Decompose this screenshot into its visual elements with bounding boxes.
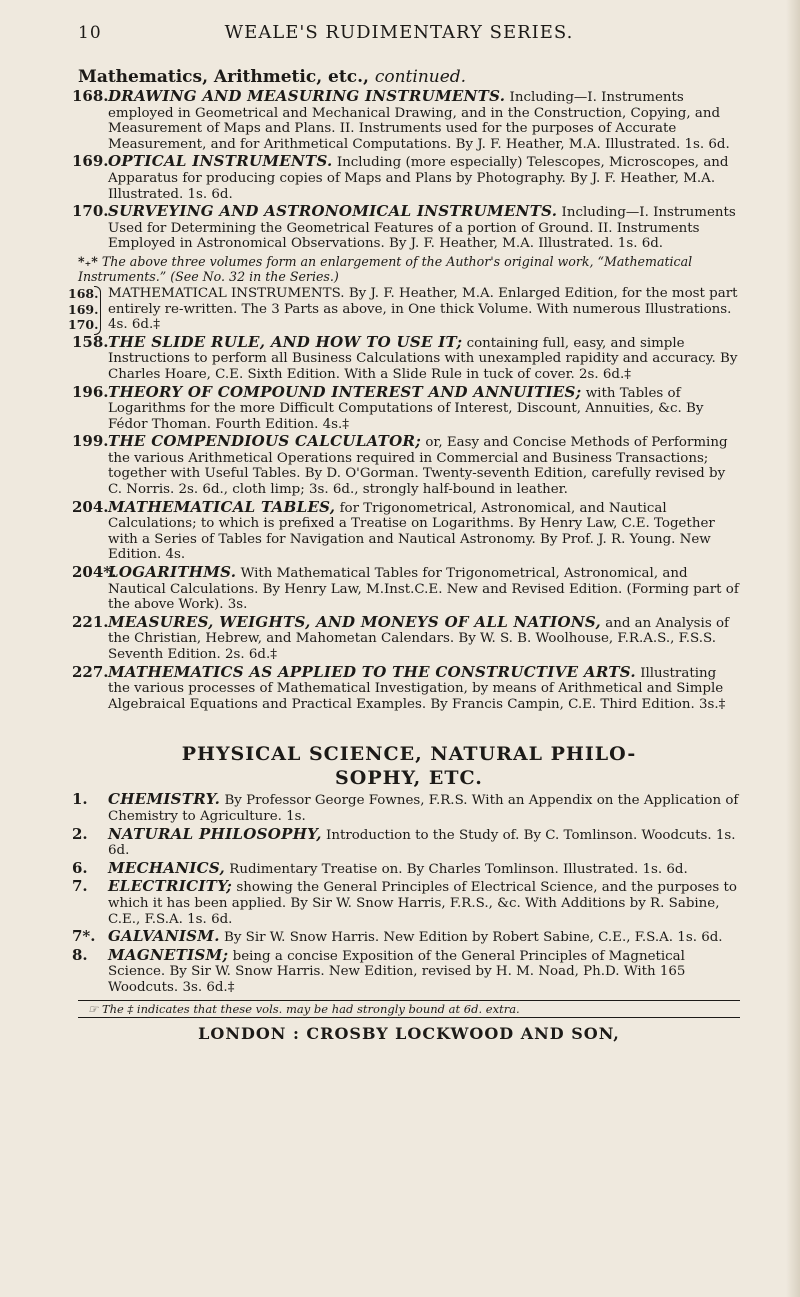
section-heading-physical-science — [78, 742, 740, 790]
brace-symbol — [94, 286, 101, 335]
catalogue-entry — [72, 563, 740, 613]
catalogue-entry — [72, 497, 740, 563]
catalogue-entry — [72, 824, 740, 859]
entry-body: containing full, easy, and simple Instructions to perform all Business Calculations with unexampled rapidity and accuracy. By Charles Hoare, C.E. Sixth Edition. With a Slide Rule in tuck of cover. 2s. 6d.‡ — [108, 335, 738, 382]
section-title-line2: SOPHY, ETC. — [335, 767, 483, 790]
note-marker: *₊* — [78, 253, 98, 269]
entry-body: By J. F. Heather, M.A. Enlarged Edition, for the most part entirely re-written. The 3 Parts as above, in One thick Volume. With numerous Illustrations. 4s. 6d.‡ — [108, 285, 738, 333]
entry-title: OPTICAL INSTRUMENTS. — [108, 152, 333, 171]
entry-title: SURVEYING AND ASTRONOMICAL INSTRUMENTS. — [108, 202, 558, 221]
entry-list-mathematics-b — [72, 332, 740, 713]
catalogue-entry — [72, 662, 740, 713]
catalogue-entry — [72, 945, 740, 996]
entry-number: 221. — [72, 612, 109, 631]
entry-body: or, Easy and Concise Methods of Performing the various Arithmetical Operations required in Commercial and Business Transactions; together with Useful Tables. By D. O'Gorman. Twenty-seventh Edition, carefully revised by C. Norris. 2s. 6d., cloth limp; 3s. 6d., strongly half-bound in leather. — [108, 435, 728, 498]
catalogue-entry — [72, 152, 740, 202]
bracket-number: 169. — [68, 301, 99, 317]
entry-number: 2. — [72, 824, 88, 843]
entry-list-physical-science — [72, 790, 740, 995]
entry-title: ELECTRICITY; — [108, 877, 233, 896]
footnote: ☞ The ‡ indicates that these vols. may be had strongly bound at 6d. extra. — [78, 1000, 740, 1018]
publisher-imprint: LONDON : CROSBY LOCKWOOD AND SON, — [198, 1023, 620, 1043]
entry-number: 170. — [72, 202, 109, 221]
entry-number: 169. — [72, 152, 109, 171]
entry-number: 158. — [72, 332, 109, 351]
section-continued: continued. — [374, 67, 467, 87]
entry-body: Including (more especially) Telescopes, Microscopes, and Apparatus for producing copies of Maps and Plans by Photography. By J. F. Heather, M.A. Illustrated. 1s. 6d. — [108, 155, 729, 202]
entry-title: NATURAL PHILOSOPHY, — [108, 824, 322, 843]
entry-body: showing the General Principles of Electrical Science, and the purposes to which it has been applied. By Sir W. Snow Harris, F.R.S., &c. With Additions by R. Sabine, C.E., F.S.A. 1s. 6d. — [108, 880, 737, 927]
catalogue-entry — [72, 87, 740, 152]
entry-number: 6. — [72, 858, 88, 877]
entry-title: THE SLIDE RULE, AND HOW TO USE IT; — [108, 332, 463, 351]
entry-title: MATHEMATICAL TABLES, — [108, 497, 336, 516]
catalogue-entry — [72, 432, 740, 498]
entry-body: Introduction to the Study of. By C. Tomlinson. Woodcuts. 1s. 6d. — [108, 827, 736, 859]
entry-body: Rudimentary Treatise on. By Charles Tomlinson. Illustrated. 1s. 6d. — [229, 861, 688, 877]
entry-number: 8. — [72, 945, 88, 964]
catalogue-entry — [72, 927, 740, 946]
entry-body: with Tables of Logarithms for the more Difficult Computations of Interest, Discount, Annuities, &c. By Fédor Thoman. Fourth Edition. 4s.‡ — [108, 385, 704, 432]
note-enlargement — [78, 254, 740, 284]
catalogue-entry — [72, 382, 740, 433]
section-title: Mathematics, Arithmetic, etc., — [78, 67, 369, 87]
entry-body: for Trigonometrical, Astronomical, and Nautical Calculations; to which is prefixed a Treatise on Logarithms. By Henry Law, C.E. Together with a Series of Tables for Navigation and Nautical Astronomy. By Prof. J. R. Young. New Edition. 4s. — [108, 500, 715, 563]
entry-title: MAGNETISM; — [108, 945, 229, 964]
series-title: WEALE'S RUDIMENTARY SERIES. — [224, 22, 574, 43]
entry-list-mathematics-a — [72, 87, 740, 252]
entry-title: MATHEMATICAL INSTRUMENTS. — [108, 285, 345, 301]
bracket-number: 168. — [68, 285, 99, 301]
entry-title: CHEMISTRY. — [108, 790, 221, 809]
entry-number: 7. — [72, 877, 88, 896]
entry-number: 1. — [72, 790, 88, 809]
entry-title: MATHEMATICS AS APPLIED TO THE CONSTRUCTIVE ARTS. — [108, 662, 636, 681]
page-edge-shadow — [786, 0, 800, 1297]
entry-number: 196. — [72, 382, 109, 401]
entry-body: being a concise Exposition of the General Principles of Magnetical Science. By Sir W. Snow Harris. New Edition, revised by H. M. Noad, Ph.D. With 165 Woodcuts. 3s. 6d.‡ — [108, 948, 686, 995]
section-title-line1: PHYSICAL SCIENCE, NATURAL PHILO- — [181, 743, 637, 766]
bracket-entry-combined — [68, 285, 740, 333]
entry-number: 168. — [72, 87, 109, 105]
bracket-number: 170. — [68, 317, 99, 333]
catalogue-entry — [72, 877, 740, 927]
entry-title: DRAWING AND MEASURING INSTRUMENTS. — [108, 87, 506, 105]
section-heading-mathematics — [78, 67, 740, 87]
note-text: The above three volumes form an enlargement of the Author's original work, “Mathematical Instruments.” (See No. 32 in the Series.) — [78, 253, 693, 284]
entry-body: Including—I. Instruments employed in Geometrical and Mechanical Drawing, and in the Construction, Copying, and Measurement of Maps and Plans. II. Instruments used for the purposes of Accurate Measurement, and for Arithmetical Computations. By J. F. Heather, M.A. Illustrated. 1s. 6d. — [108, 90, 730, 152]
entry-title: GALVANISM. — [108, 927, 220, 946]
entry-body: and an Analysis of the Christian, Hebrew, and Mahometan Calendars. By W. S. B. Woolhouse, F.R.A.S., F.S.S. Seventh Edition. 2s. 6d.‡ — [108, 615, 729, 662]
entry-number: 227. — [72, 662, 109, 681]
catalogue-entry — [72, 332, 740, 383]
entry-title: THE COMPENDIOUS CALCULATOR; — [108, 432, 422, 451]
entry-title: MECHANICS, — [108, 858, 225, 877]
running-head — [78, 22, 740, 43]
entry-body: By Professor George Fownes, F.R.S. With an Appendix on the Application of Chemistry to Agriculture. 1s. — [108, 793, 739, 824]
catalogue-entry — [72, 612, 740, 663]
entry-body: Including—I. Instruments Used for Determining the Geometrical Features of a portion of Ground. II. Instruments Employed in Astronomical Observations. By J. F. Heather, M.A. Illustrated. 1s. 6d. — [108, 205, 736, 252]
entry-title: MEASURES, WEIGHTS, AND MONEYS OF ALL NATIONS, — [108, 612, 601, 631]
entry-body: Illustrating the various processes of Mathematical Investigation, by means of Arithmetical and Simple Algebraical Equations and Practical Examples. By Francis Campin, C.E. Third Edition. 3s.‡ — [108, 665, 726, 712]
entry-number: 204. — [72, 497, 109, 516]
entry-body: By Sir W. Snow Harris. New Edition by Robert Sabine, C.E., F.S.A. 1s. 6d. — [223, 930, 723, 946]
catalogue-entry — [72, 790, 740, 824]
entry-body: With Mathematical Tables for Trigonometrical, Astronomical, and Nautical Calculations. By Henry Law, M.Inst.C.E. New and Revised Edition. (Forming part of the above Work). 3s. — [108, 566, 739, 613]
entry-number: 204*. — [72, 563, 117, 582]
page-number: 10 — [78, 23, 102, 43]
catalogue-entry — [72, 858, 740, 878]
entry-number: 199. — [72, 432, 109, 451]
entry-number: 7*. — [72, 927, 96, 946]
catalogue-entry — [72, 202, 740, 252]
entry-title: THEORY OF COMPOUND INTEREST AND ANNUITIES; — [108, 382, 582, 401]
entry-title: LOGARITHMS. — [108, 563, 237, 582]
